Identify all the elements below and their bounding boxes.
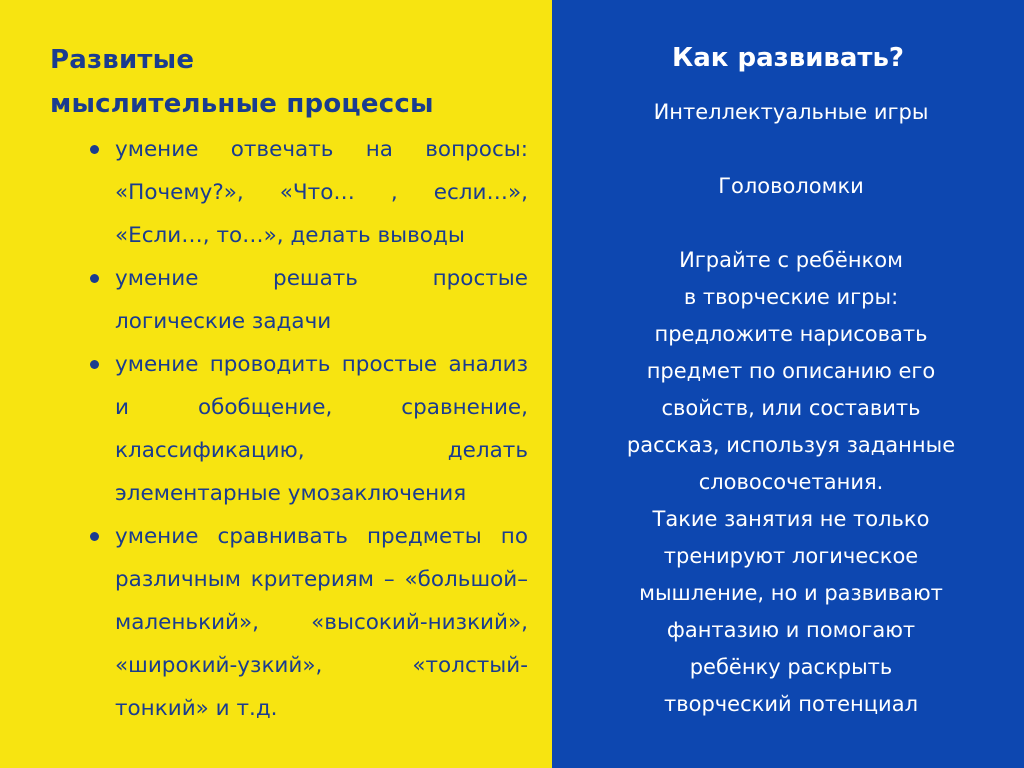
list-item-text: умение решать простые логические задачи xyxy=(115,266,528,334)
skills-list xyxy=(90,128,528,730)
left-title xyxy=(50,38,434,126)
paragraph-line: в творческие игры: xyxy=(683,285,899,309)
list-item-text: умение сравнивать предметы по различным критериям – «большой–маленький», «высокий-низкий», «широкий-узкий», «толстый-тонкий» и т.д. xyxy=(115,524,528,721)
spacer xyxy=(600,205,982,242)
list-item xyxy=(90,343,528,515)
bullet-dot-icon xyxy=(90,532,99,541)
paragraph-line: мышление, но и развивают xyxy=(639,581,943,605)
paragraph-line: тренируют логическое xyxy=(663,544,919,568)
paragraph-line: ребёнку раскрыть xyxy=(689,655,893,679)
list-item xyxy=(90,257,528,343)
item-puzzles: Головоломки xyxy=(718,174,864,198)
right-body xyxy=(600,94,982,723)
bullet-dot-icon xyxy=(90,274,99,283)
paragraph-line: словосочетания. xyxy=(698,470,884,494)
spacer xyxy=(600,131,982,168)
paragraph-line: Играйте с ребёнком xyxy=(679,248,903,272)
item-intellectual-games: Интеллектуальные игры xyxy=(653,100,929,124)
bullet-dot-icon xyxy=(90,360,99,369)
right-title: Как развивать? xyxy=(671,43,905,73)
left-title-line-2: мыслительные процессы xyxy=(50,89,434,119)
left-title-line-1: Развитые xyxy=(50,45,195,75)
list-item-text: умение отвечать на вопросы: «Почему?», «Что… , если…», «Если…, то…», делать выводы xyxy=(115,137,528,248)
paragraph-line: предложите нарисовать xyxy=(654,322,928,346)
paragraph-line: свойств, или составить xyxy=(661,396,921,420)
list-item xyxy=(90,128,528,257)
paragraph-line: рассказ, используя заданные xyxy=(626,433,956,457)
list-item xyxy=(90,515,528,730)
bullet-dot-icon xyxy=(90,145,99,154)
list-item-text: умение проводить простые анализ и обобщение, сравнение, классификацию, делать элементарные умозаключения xyxy=(115,352,528,506)
paragraph-line: фантазию и помогают xyxy=(666,618,916,642)
paragraph-line: предмет по описанию его xyxy=(646,359,936,383)
creative-games-paragraph xyxy=(600,242,982,723)
paragraph-line: творческий потенциал xyxy=(663,692,918,716)
paragraph-line: Такие занятия не только xyxy=(652,507,930,531)
